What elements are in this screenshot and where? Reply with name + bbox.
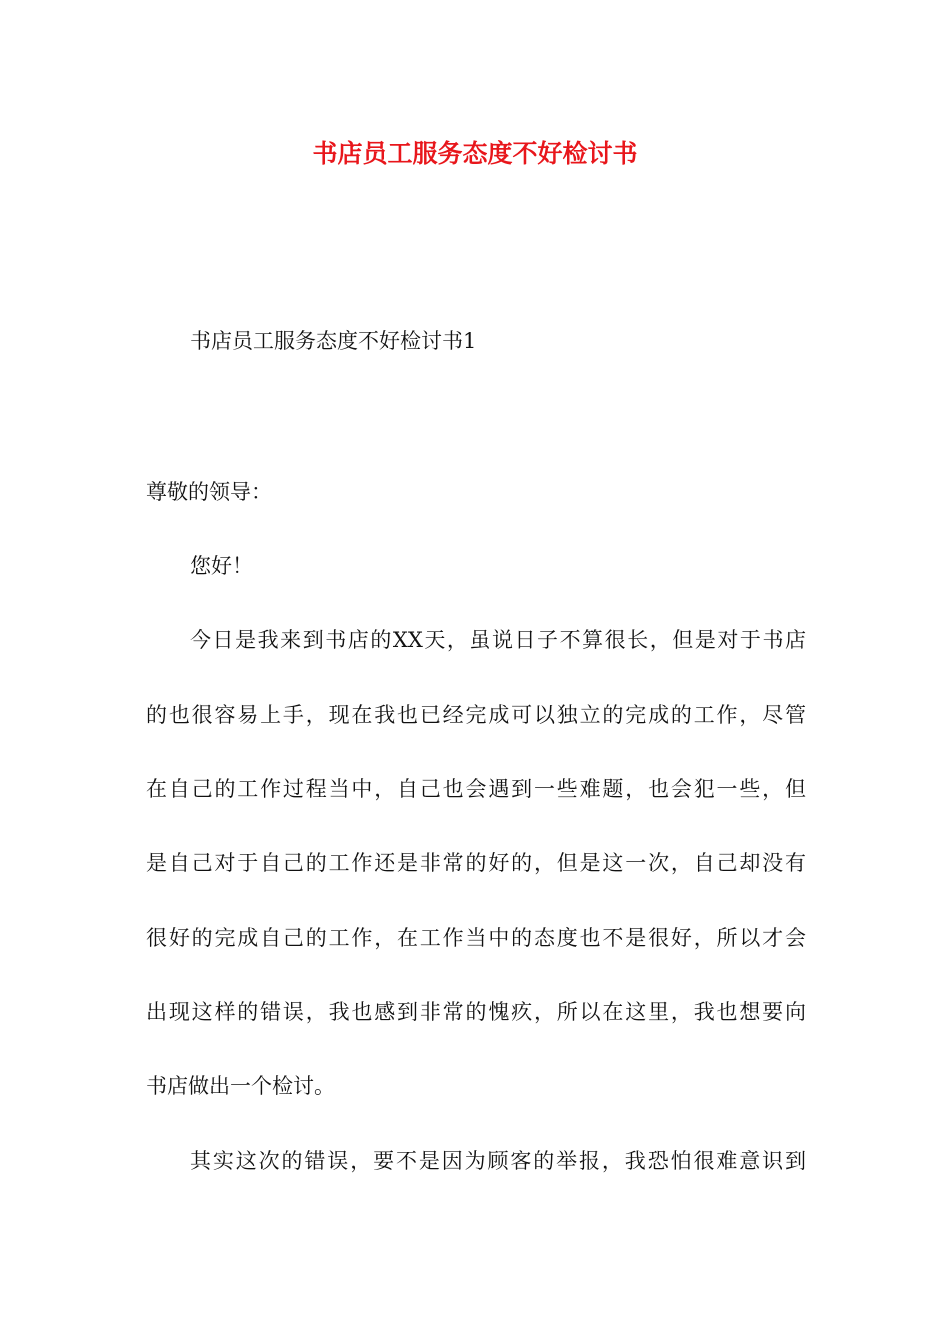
document-title: 书店员工服务态度不好检讨书	[312, 139, 638, 168]
paragraph-1-line: 是自己对于自己的工作还是非常的好的，但是这一次，自己却没有	[146, 851, 806, 875]
greeting: 您好！	[190, 554, 253, 578]
paragraph-1-line: 今日是我来到书店的XX天，虽说日子不算很长，但是对于书店	[190, 628, 806, 652]
paragraph-1-line: 书店做出一个检讨。	[146, 1074, 335, 1098]
section-heading: 书店员工服务态度不好检讨书1	[190, 329, 477, 353]
paragraph-2-line: 其实这次的错误，要不是因为顾客的举报，我恐怕很难意识到	[190, 1149, 806, 1173]
salutation: 尊敬的领导：	[146, 480, 272, 504]
paragraph-1-line: 在自己的工作过程当中，自己也会遇到一些难题，也会犯一些，但	[146, 777, 806, 801]
paragraph-1-line: 很好的完成自己的工作，在工作当中的态度也不是很好，所以才会	[146, 926, 806, 950]
paragraph-1-line: 出现这样的错误，我也感到非常的愧疚，所以在这里，我也想要向	[146, 1000, 806, 1024]
paragraph-1-line: 的也很容易上手，现在我也已经完成可以独立的完成的工作，尽管	[146, 703, 806, 727]
